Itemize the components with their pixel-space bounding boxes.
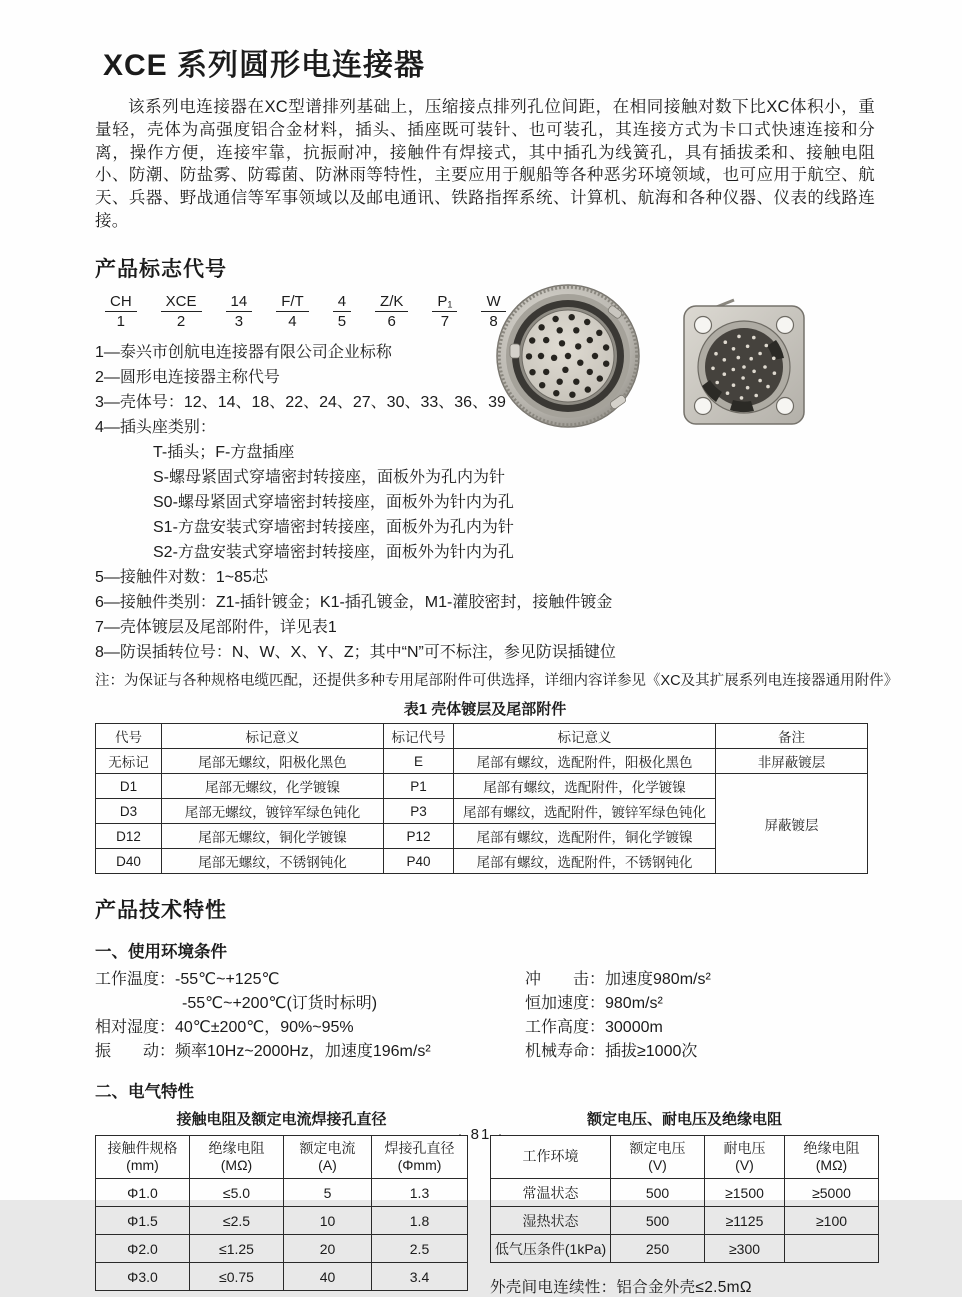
table-cell: 1.8	[372, 1207, 468, 1235]
table1-header-markcode: 标记代号	[384, 724, 454, 749]
marking-item-7: 7—壳体镀层及尾部附件，详见表1	[95, 619, 337, 637]
section-heading-marking-code: 产品标志代号	[95, 257, 227, 281]
table-cell: D40	[96, 849, 162, 874]
table-cell: 低气压条件(1kPa)	[491, 1235, 611, 1263]
table1-caption: 表1 壳体镀层及尾部附件	[403, 701, 567, 719]
table-cell: 500	[611, 1179, 705, 1207]
contact-resistance-table	[95, 1135, 468, 1291]
table-cell: ≥300	[705, 1235, 785, 1263]
table-cell-remark-unshielded: 非屏蔽镀层	[716, 749, 868, 774]
code-segment-8: $\frac{W}{8}$	[481, 293, 505, 331]
code-segment-4: $\frac{F/T}{4}$	[276, 293, 309, 331]
table-cell: ≥1500	[705, 1179, 785, 1207]
code-segment-2: $\frac{\text{XCE}}{2}$	[161, 293, 202, 331]
table-cell: 尾部无螺纹，阳极化黑色	[162, 749, 384, 774]
table-cell: P40	[384, 849, 454, 874]
contact-table-title: 接触电阻及额定电流焊接孔直径	[176, 1111, 387, 1129]
voltage-table	[490, 1135, 879, 1263]
marking-sub-item-s0: S0-螺母紧固式穿墙密封转接座，面板外为针内为孔	[153, 494, 514, 512]
table-cell: 5	[284, 1179, 372, 1207]
table-cell: D12	[96, 824, 162, 849]
table1-shell-plating	[95, 723, 868, 874]
table-cell: 3.4	[372, 1263, 468, 1291]
table-cell: ≥5000	[785, 1179, 879, 1207]
table1-header-meaning1: 标记意义	[162, 724, 384, 749]
table-cell: ≤1.25	[190, 1235, 284, 1263]
table-cell: 2.5	[372, 1235, 468, 1263]
table-header-cell: 工作环境	[491, 1136, 611, 1179]
marking-item-2: 2—圆形电连接器主称代号	[95, 369, 280, 387]
shell-continuity-note: 外壳间电连续性：铝合金外壳≤2.5mΩ	[490, 1279, 752, 1297]
table-row	[491, 1235, 879, 1263]
table-cell: ≥100	[785, 1207, 879, 1235]
table-row	[96, 774, 868, 799]
table-cell: Φ1.0	[96, 1179, 190, 1207]
table-header-cell: 额定电压 (V)	[611, 1136, 705, 1179]
env-conditions	[95, 968, 875, 1064]
env-left-column	[95, 968, 525, 1064]
env-humidity: 相对湿度：40℃±200℃，90%~95%	[95, 1019, 354, 1037]
table-cell: ≤0.75	[190, 1263, 284, 1291]
voltage-table-title: 额定电压、耐电压及绝缘电阻	[586, 1111, 782, 1129]
marking-item-6: 6—接触件类别：Z1-插针镀金；K1-插孔镀金，M1-灌胶密封，接触件镀金	[95, 594, 613, 612]
intro-paragraph: 该系列电连接器在XC型谱排列基础上，压缩接点排列孔位间距，在相同接触对数下比XC体积小，重量轻，壳体为高强度铝合金材料，插头、插座既可装针、也可装孔，其连接方式为卡口式快速连接和分离，操作方便，连接牢靠，抗振耐冲，接触件有焊接式，其中插孔为线簧孔，具有插拔柔和、接触电阻小、防潮、防盐雾、防霉菌、防淋雨等特性，主要应用于舰船等各种恶劣环境领域，也可应用于航空、航天、兵器、野战通信等军事领域以及邮电通讯、铁路指挥系统、计算机、航海和各种仪器、仪表的线路连接。	[95, 98, 875, 230]
table-cell: 湿热状态	[491, 1207, 611, 1235]
marking-item-3: 3—壳体号：12、14、18、22、24、27、30、33、36、39	[95, 394, 506, 412]
table-cell: P12	[384, 824, 454, 849]
table-cell: 10	[284, 1207, 372, 1235]
table-cell: Φ3.0	[96, 1263, 190, 1291]
table-header-cell: 额定电流 (A)	[284, 1136, 372, 1179]
connector-photos	[492, 282, 822, 442]
table-cell: Φ1.5	[96, 1207, 190, 1235]
table-cell: D1	[96, 774, 162, 799]
table-cell: 尾部有螺纹，选配附件，镀锌军绿色钝化	[454, 799, 716, 824]
code-segment-7: $\frac{\text{P₁}}{7}$	[432, 293, 457, 331]
table-row	[96, 724, 868, 749]
table-cell: P1	[384, 774, 454, 799]
page-content	[95, 40, 899, 1297]
table-cell: 250	[611, 1235, 705, 1263]
table-cell: P3	[384, 799, 454, 824]
table-cell: Φ2.0	[96, 1235, 190, 1263]
table-cell: 尾部有螺纹，选配附件，阳极化黑色	[454, 749, 716, 774]
table-cell: 500	[611, 1207, 705, 1235]
elec-heading: 二、电气特性	[95, 1083, 194, 1102]
square-flange-receptacle-photo	[672, 294, 817, 439]
table-cell: 尾部无螺纹，镀锌军绿色钝化	[162, 799, 384, 824]
env-conditions-heading: 一、使用环境条件	[95, 943, 227, 962]
page-title: XCE 系列圆形电连接器	[103, 49, 426, 82]
table-cell: ≤2.5	[190, 1207, 284, 1235]
code-segment-3: $\frac{14}{3}$	[226, 293, 253, 331]
marking-note: 注：为保证与各种规格电缆匹配，还提供多种专用尾部附件可供选择，详细内容详参见《XC及其扩展系列电连接器通用附件》	[95, 673, 899, 690]
env-right-column	[525, 968, 711, 1064]
marking-item-4-sublist	[153, 440, 875, 565]
table-cell	[785, 1235, 879, 1263]
table-header-cell: 耐电压 (V)	[705, 1136, 785, 1179]
circular-plug-photo	[492, 282, 644, 434]
table-header-cell: 接触件规格 (mm)	[96, 1136, 190, 1179]
table-row	[96, 1263, 468, 1291]
marking-item-8: 8—防误插转位号：N、W、X、Y、Z；其中“N”可不标注，参见防误插键位	[95, 644, 616, 662]
table-cell: 常温状态	[491, 1179, 611, 1207]
env-working-temp: 工作温度：-55℃~+125℃	[95, 971, 280, 989]
code-segment-6: $\frac{Z/K}{6}$	[375, 293, 408, 331]
table-cell: ≥1125	[705, 1207, 785, 1235]
table-row	[96, 1235, 468, 1263]
table-cell: 40	[284, 1263, 372, 1291]
marking-sub-item-s: S-螺母紧固式穿墙密封转接座，面板外为孔内为针	[153, 469, 506, 487]
table-header-cell: 焊接孔直径 (Φmm)	[372, 1136, 468, 1179]
env-acceleration: 恒加速度：980m/s²	[525, 995, 663, 1013]
env-vibration: 振 动：频率10Hz~2000Hz，加速度196m/s²	[95, 1043, 431, 1061]
table-header-cell: 绝缘电阻 (MΩ)	[785, 1136, 879, 1179]
env-working-temp-cont: -55℃~+200℃(订货时标明)	[182, 995, 378, 1013]
table-cell: ≤5.0	[190, 1179, 284, 1207]
table-row	[491, 1207, 879, 1235]
table-cell: 尾部有螺纹，选配附件，化学镀镍	[454, 774, 716, 799]
table-row	[96, 1179, 468, 1207]
table1-header-remark: 备注	[716, 724, 868, 749]
table-cell: 尾部有螺纹，选配附件，铜化学镀镍	[454, 824, 716, 849]
marking-item-1: 1—泰兴市创航电连接器有限公司企业标称	[95, 344, 392, 362]
env-altitude: 工作高度：30000m	[525, 1019, 663, 1037]
table-cell-remark-shielded: 屏蔽镀层	[716, 774, 868, 874]
table-cell: 尾部无螺纹，化学镀镍	[162, 774, 384, 799]
table-cell: D3	[96, 799, 162, 824]
env-shock: 冲 击：加速度980m/s²	[525, 971, 711, 989]
marking-item-5: 5—接触件对数：1~85芯	[95, 569, 268, 587]
table-row	[491, 1179, 879, 1207]
table-cell: 20	[284, 1235, 372, 1263]
table-row	[96, 749, 868, 774]
table1-header-meaning2: 标记意义	[454, 724, 716, 749]
table-row	[96, 1207, 468, 1235]
code-segment-5: $\frac{4}{5}$	[333, 293, 351, 331]
code-segment-1: $\frac{CH}{1}$	[105, 293, 137, 331]
table-cell: 尾部有螺纹，选配附件，不锈钢钝化	[454, 849, 716, 874]
table-cell: 1.3	[372, 1179, 468, 1207]
env-mech-life: 机械寿命：插拔≥1000次	[525, 1043, 698, 1061]
table-header-cell: 绝缘电阻 (MΩ)	[190, 1136, 284, 1179]
marking-sub-item-s2: S2-方盘安装式穿墙密封转接座，面板外为针内为孔	[153, 544, 514, 562]
page-number: · 81 ·	[457, 1126, 505, 1143]
section-heading-tech: 产品技术特性	[95, 899, 227, 923]
marking-sub-item-t-f: T-插头；F-方盘插座	[153, 444, 295, 462]
table-cell: 无标记	[96, 749, 162, 774]
table-cell: E	[384, 749, 454, 774]
table-cell: 尾部无螺纹，不锈钢钝化	[162, 849, 384, 874]
table1-header-code: 代号	[96, 724, 162, 749]
marking-sub-item-s1: S1-方盘安装式穿墙密封转接座，面板外为孔内为针	[153, 519, 514, 537]
table-cell: 尾部无螺纹，铜化学镀镍	[162, 824, 384, 849]
marking-item-4: 4—插头座类别：	[95, 419, 216, 437]
